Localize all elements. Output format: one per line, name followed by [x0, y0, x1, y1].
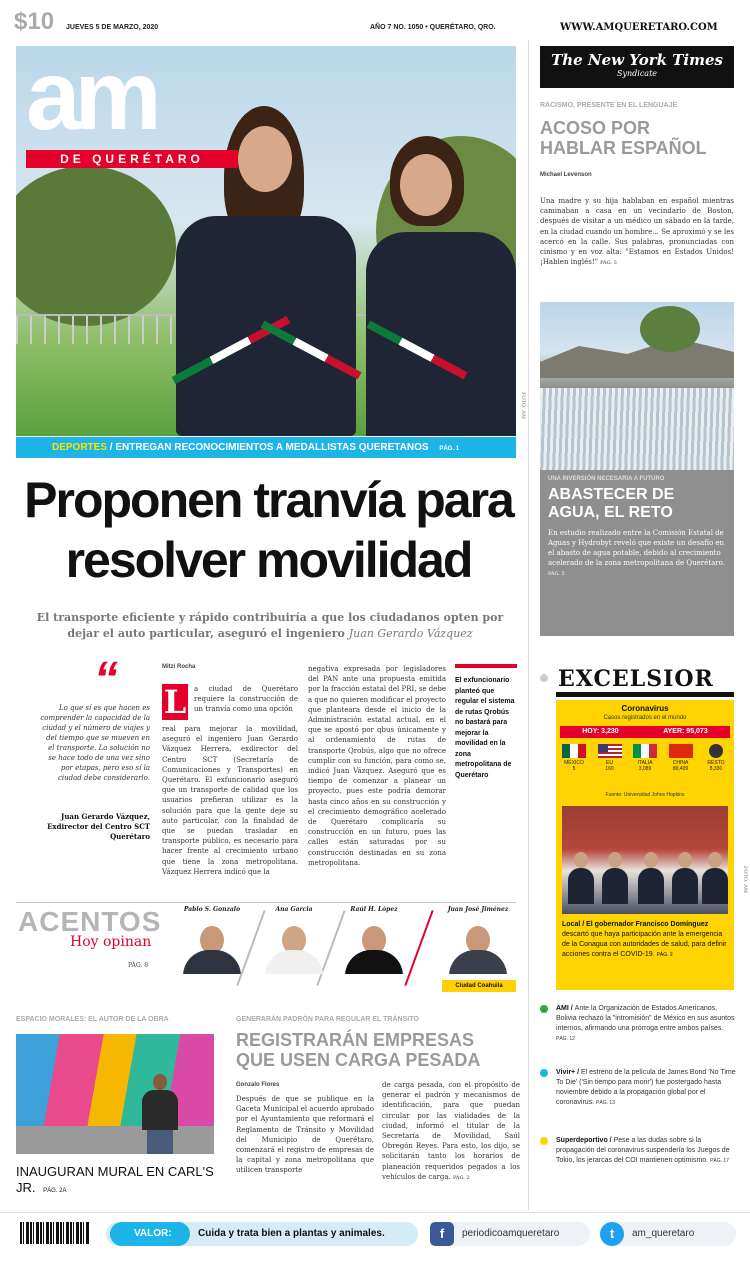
- trucks-kicker: GENERARÁN PADRÓN PARA REGULAR EL TRÁNSITO: [236, 1016, 419, 1023]
- country-flags: [560, 744, 730, 772]
- opinion-columnist[interactable]: Pablo S. Gonzalo: [176, 906, 248, 974]
- mural-headline[interactable]: INAUGURAN MURAL EN CARL'S JR. PÁG. 2A: [16, 1164, 214, 1195]
- trucks-column-2: de carga pesada, con el propósito de generar el padrón y mecanismos de identificación, para que puedan circular por las vialidades de la ciudad, informó el titular de la Secretaría de Movilidad, Saúl Obregón Reyes. Para esto, los dijo, se solicitarán tanto los horarios de planeación requeridos pegados a los vehículos de carga. PÁG. 2: [382, 1081, 520, 1181]
- nyt-banner[interactable]: The New York Times Syndicate: [540, 46, 734, 88]
- divider: [528, 40, 529, 1210]
- bullet-icon: [540, 1005, 548, 1013]
- opinion-columnist[interactable]: Juan José Jiménez: [442, 906, 514, 974]
- pull-quote: Lo que sí es que hacen es comprender la capacidad de la ciudad y el número de viajes y del tiempo que se mueven en el transporte. La solución no se hace todo de una vez sino por etapas, pero eso sí la ciudad debe considerarlo.: [40, 704, 150, 782]
- acentos-title[interactable]: ACENTOS: [18, 906, 162, 937]
- column-tag: Ciudad Coahuila: [442, 980, 516, 992]
- water-photo: [540, 302, 734, 470]
- acentos-subtitle: Hoy opinan: [70, 934, 152, 950]
- opinion-columnist[interactable]: Ana Garcia: [258, 906, 330, 974]
- bullet-icon: [540, 674, 548, 682]
- trucks-byline: Gonzalo Flores: [236, 1082, 280, 1088]
- body-column-1-start: a ciudad de Querétaro requiere la construcción de un tranvía como una opción: [194, 685, 298, 714]
- meeting-photo: [562, 806, 728, 914]
- barcode-icon: [20, 1222, 90, 1244]
- globe-icon: RESTO 8,330: [702, 744, 730, 772]
- excelsior-logo[interactable]: EXCELSIOR: [558, 666, 714, 692]
- athlete-right: [356, 136, 516, 436]
- logo-city: DE QUERÉTARO: [26, 150, 238, 168]
- valor-banner: VALOR: Cuida y trata bien a plantas y animales.: [106, 1222, 418, 1246]
- flag-china: CHINA 80,409: [667, 744, 695, 772]
- nyt-body: Una madre y su hija hablaban en español mientras caminaban a casa en un vecindario de Boston, después de visitar a un médico un sábado en la tarde, en la ciudad cuando un hombre... Se aproximó y se les acercó en la calle. Sus palabras, pronunciadas con cinismo y en voz alta: "Estamos en Estados Unidos! ¡Hablen inglés!" PÁG. 3: [540, 197, 734, 267]
- side-note: El exfuncionario planteó que regular el sistema de rutas Qrobús no bastará para mejorar la movilidad en la zona metropolitana de Querétaro: [455, 664, 517, 781]
- avatar: [263, 918, 325, 974]
- twitter-link[interactable]: t am_queretaro: [600, 1222, 736, 1246]
- valor-icon: [110, 1225, 128, 1243]
- nyt-headline[interactable]: ACOSO POR HABLAR ESPAÑOL: [540, 118, 707, 158]
- nyt-kicker: RACISMO, PRESENTE EN EL LENGUAJE: [540, 102, 678, 109]
- byline: Mitzi Rocha: [162, 664, 196, 670]
- pull-quote-attribution: Juan Gerardo Vázquez, Exdirector del Centro SCT Querétaro: [47, 812, 150, 841]
- nyt-byline: Michael Levenson: [540, 172, 592, 178]
- person-figure: [142, 1074, 178, 1154]
- brief-item[interactable]: Superdeportivo / Pese a las dudas sobre si la propagación del coronavirus suspendería los Juegos de Tokio, los jerarcas del COI mantienen optimismo. PÁG. 17: [540, 1136, 736, 1166]
- facebook-link[interactable]: f periodicoamqueretaro: [430, 1222, 590, 1246]
- dateline: JUEVES 5 DE MARZO, 2020: [66, 24, 159, 31]
- quote-marks-icon: “: [94, 653, 118, 706]
- brief-item[interactable]: AMI / Ante la Organización de Estados Americanos, Bolivia rechazó la "intromisión" de México en sus asuntos internos, afirmando una prórroga entre ambos países. PÁG. 12: [540, 1004, 736, 1044]
- hero-headline: ENTREGAN RECONOCIMIENTOS A MEDALLISTAS QUERETANOS: [115, 442, 429, 453]
- bullet-icon: [540, 1137, 548, 1145]
- facebook-icon: f: [430, 1222, 454, 1246]
- flag-usa: EU 160: [596, 744, 624, 772]
- edition-info: AÑO 7 NO. 1050 • QUERÉTARO, QRO.: [370, 24, 496, 31]
- water-story[interactable]: UNA INVERSIÓN NECESARIA A FUTURO ABASTECER DE AGUA, EL RETO En estudio realizado entre la Comisión Estatal de Aguas y Hydrobyt reveló que existe un desafío en el abasto de agua potable, debido al crecimiento acelerado de la zona metropolitana de Querétaro. PÁG. 5: [540, 470, 734, 636]
- trucks-headline[interactable]: REGISTRARÁN EMPRESAS QUE USEN CARGA PESADA: [236, 1030, 481, 1070]
- main-headline[interactable]: Proponen tranvía para resolver movilidad: [24, 472, 513, 588]
- site-url[interactable]: WWW.AMQUERETARO.COM: [560, 22, 718, 33]
- avatar: [447, 918, 509, 974]
- opinion-columnist[interactable]: Raúl H. López: [338, 906, 410, 974]
- acentos-page: PÁG. 8: [128, 962, 149, 969]
- photo-credit: FOTO: AM: [742, 866, 748, 894]
- flag-mexico: MÉXICO 5: [560, 744, 588, 772]
- avatar: [343, 918, 405, 974]
- bullet-icon: [540, 1069, 548, 1077]
- brief-item[interactable]: Vivir+ / El estreno de la película de James Bond 'No Time To Die' ('Sin tiempo para morir') fue postergado hasta noviembre debido a la propagación global por el coronavirus. PÁG. 13: [540, 1068, 736, 1108]
- divider: [0, 1212, 750, 1213]
- hero-section: DEPORTES: [52, 442, 108, 453]
- covid-subtitle: Casos registrados en el mundo: [603, 715, 687, 721]
- avatar: [181, 918, 243, 974]
- twitter-icon: t: [600, 1222, 624, 1246]
- hero-kicker[interactable]: DEPORTES / ENTREGAN RECONOCIMIENTOS A MEDALLISTAS QUERETANOS PÁG. 1: [16, 437, 516, 458]
- photo-credit: FOTO: AM: [520, 392, 526, 420]
- drop-cap: L: [163, 683, 187, 721]
- trucks-column-1: Después de que se publique en la Gaceta Municipal el acuerdo aprobado por el Ayuntamiento que reformará el Reglamento de Tránsito y Movilidad del Municipio de Querétaro, comenzará el registro de empresas de la capital y zona metropolitana que utilicen transporte: [236, 1095, 374, 1175]
- hero-page: PÁG. 1: [439, 446, 459, 452]
- covid-story[interactable]: Local / El gobernador Francisco Domínguez descartó que haya participación ante la emergencia de la Conagua con autoridades de salud, para definir acciones contra el COVID-19. PÁG. 2: [562, 921, 727, 958]
- mural-photo: [16, 1034, 214, 1154]
- body-column-1: real para mejorar la movilidad, aseguró el ingeniero Juan Gerardo Vázquez Herrera, exdirector del Centro SCT (Secretaría de Comunicaciones y Transportes) en Querétaro. El exfuncionario aseguró que un transporte de calidad que los usuarios prefieran utilizar es la solución para que la gente deje su auto particular, con la finalidad de que se puedan trasladar en transporte público, es necesario para hacer frente al crecimiento urbano que tiene la zona metropolitana. Vázquez Herrera indicó que la: [162, 725, 298, 876]
- covid-source: Fuente: Universidad Johns Hopkins: [605, 792, 685, 798]
- covid-stats: HOY: 3,230 AYER: 95,073: [560, 726, 730, 738]
- mural-kicker: ESPACIO MORALES: EL AUTOR DE LA OBRA: [16, 1016, 169, 1023]
- price: $10: [14, 8, 55, 35]
- logo: am: [26, 40, 156, 150]
- deck: El transporte eficiente y rápido contribuiría a que los ciudadanos opten por dejar el auto particular, aseguró el ingeniero Juan Gerardo Vázquez: [36, 611, 504, 640]
- covid-title: Coronavirus: [621, 704, 669, 713]
- flag-italy: ITALIA 3,089: [631, 744, 659, 772]
- body-column-2: negativa expresada por legisladores del PAN ante una propuesta emitida por la fracción estatal del PRI, se debe a que no quieren modificar el proyecto que planteara desde el inicio de la Administración estatal actual, en el que se apostó por qbus únicamente y al ordenamiento de rutas de transporte Qrobús, algo que no ofrece cumplir con su función, para como se, indicó Juan Vázquez. Aseguró que es tiempo de comenzar a planear un proyecto, pues este podría demorar hasta cinco años en su construcción y el crecimiento demográfico acelerado de Querétaro complicaría su construcción en un futuro, pues las calles están saturadas por su construcción destinadas en su zona metropolitana.: [308, 665, 446, 867]
- divider: [556, 692, 734, 697]
